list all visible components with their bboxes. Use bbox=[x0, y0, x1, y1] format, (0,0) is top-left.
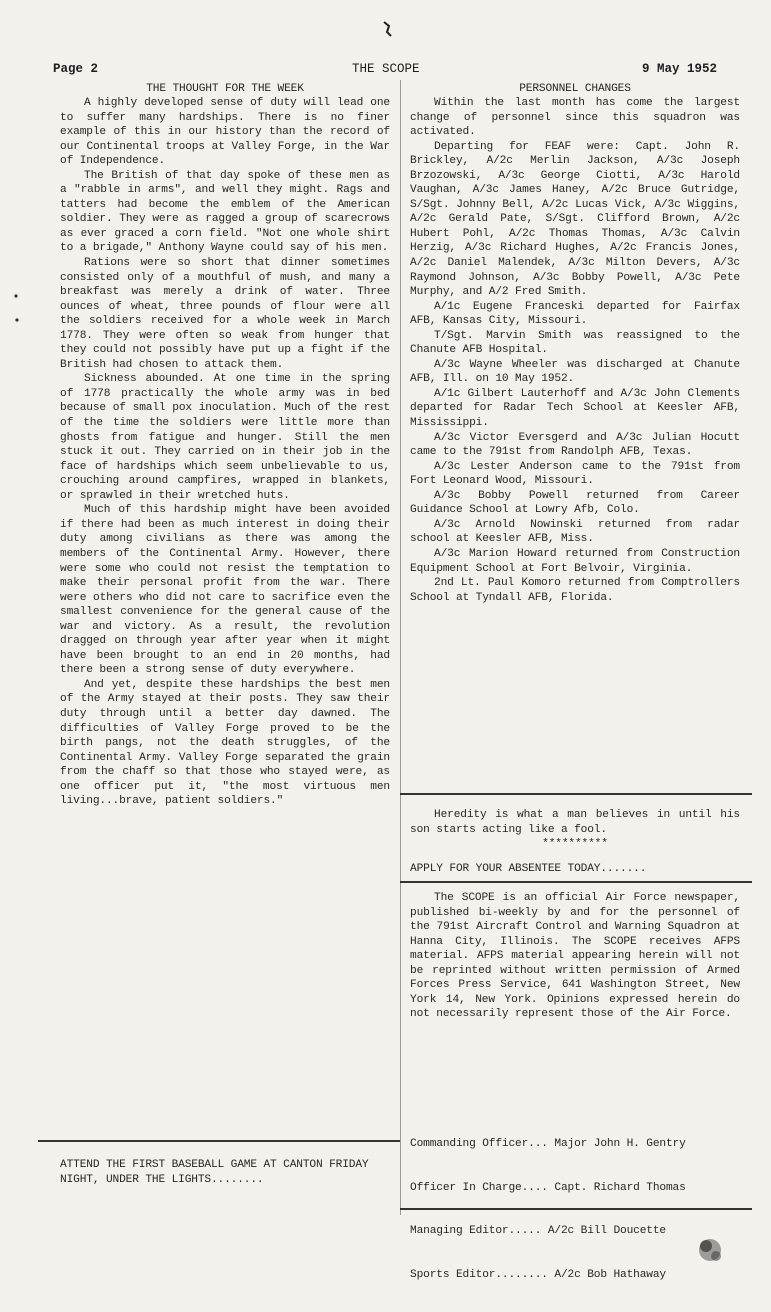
thought-paragraph: A highly developed sense of duty will lead one to suffer many hardships. There is no finer example of this in our history than the record of our Continental troops at Valley Forge, in the War of Independence. bbox=[60, 97, 390, 168]
personnel-changes-title: PERSONNEL CHANGES bbox=[519, 83, 631, 95]
personnel-paragraph: Within the last month has come the largest change of personnel since this squadron was activated. bbox=[410, 97, 740, 139]
thought-paragraph: The British of that day spoke of these men as a "rabble in arms", and well they might. Rags and tatters had become the emblem of the American soldier. They were as ragged a group of scarecrows as ever graced a corn field. "Not one whole shirt to a brigade," Anthony Wayne could say of his men. bbox=[60, 169, 390, 255]
page-number: Page 2 bbox=[53, 62, 99, 76]
personnel-paragraph: A/1c Eugene Franceski departed for Fairfax AFB, Kansas City, Missouri. bbox=[410, 300, 740, 328]
thought-paragraph: Much of this hardship might have been avoided if there had been as much interest in doing their duty among civilians as there was among the members of the Continental Army. However, there were some who could not resist the temptation to make their personal profit from the war. There were others who did not care to sacrifice even the smallest convenience for the general cause of the war and victory. As a result, the revolution dragged on through year after year when it might have been brought to an end in 20 months, had there been a strong sense of duty everywhere. bbox=[60, 504, 390, 677]
personnel-paragraph: Departing for FEAF were: Capt. John R. Brickley, A/2c Merlin Jackson, A/3c Joseph Brzozowski, A/3c George Ciotti, A/3c Harold Vaughan, A/3c James Haney, A/2c Bruce Gutridge, S/Sgt. Johnny Bell, A/2c Lucas Vick, A/3c Wiggins, A/2c Gerald Pate, S/Sgt. Clifford Brown, A/2c Hubert Pohl, A/2c Thomas Thomas, A/3c Calvin Herzig, A/3c Richard Hughes, A/2c Francis Jones, A/2c Daniel Malendek, A/3c Milton Devers, A/3c Raymond Johnson, A/3c Bobby Powell, A/3c Pete Murphy, and A/2 Fred Smith. bbox=[410, 140, 740, 299]
personnel-paragraph: A/1c Gilbert Lauterhoff and A/3c John Clements departed for Radar Tech School at Keesler AFB, Mississippi. bbox=[410, 387, 740, 430]
masthead-notice-box bbox=[410, 891, 740, 1022]
ink-dots-left bbox=[12, 290, 22, 330]
masthead-title: THE SCOPE bbox=[352, 62, 420, 76]
thought-paragraph: Sickness abounded. At one time in the spring of 1778 practically the whole army was in bed because of small pox inoculation. Much of the rest of the time the soldiers were little more than ghosts from fatigue and hunger. Still the men stuck it out. They carried on in their job in the face of hardships which seem unbelievable to us, crouching around campfires, wrapped in blankets, or sprawled in their wretched huts. bbox=[60, 373, 390, 502]
issue-date: 9 May 1952 bbox=[642, 62, 718, 76]
staff-line: Sports Editor........ A/2c Bob Hathaway bbox=[410, 1269, 666, 1282]
right-rule-2 bbox=[400, 881, 752, 883]
personnel-paragraph: A/3c Lester Anderson came to the 791st from Fort Leonard Wood, Missouri. bbox=[410, 460, 740, 488]
baseball-notice: ATTEND THE FIRST BASEBALL GAME AT CANTON FRIDAY NIGHT, UNDER THE LIGHTS........ bbox=[60, 1159, 369, 1186]
thought-for-week-title: THE THOUGHT FOR THE WEEK bbox=[146, 83, 304, 95]
personnel-paragraph: A/3c Wayne Wheeler was discharged at Chanute AFB, Ill. on 10 May 1952. bbox=[410, 358, 740, 386]
thought-paragraph: Rations were so short that dinner sometimes consisted only of a mouthful of mush, and many a breakfast was merely a drink of water. Three ounces of wheat, three pounds of flour were all the soldiers received for a whole week in March 1778. They were often so weak from hunger that they could not possibly have put up a fight if the British had chosen to attack them. bbox=[60, 257, 390, 371]
masthead-notice: The SCOPE is an official Air Force newspaper, published bi-weekly by and for the personnel of the 791st Aircraft Control and Warning Squadron at Hanna City, Illinois. The SCOPE receives AFPS material. AFPS material appearing herein will not be reprinted without written permission of Armed Forces Press Service, 641 Washington Street, New York 14, New York. Opinions expressed herein do not necessarily represent those of the Air Force. bbox=[410, 892, 740, 1021]
staff-line: Commanding Officer... Major John H. Gentry bbox=[410, 1138, 686, 1151]
ink-speck-top bbox=[380, 18, 396, 40]
asterisk-separator: ********** bbox=[542, 838, 608, 851]
thought-paragraph: And yet, despite these hardships the best men of the Army stayed at their posts. They saw their duty through until a better day dawned. The difficulties of Valley Forge proved to be the birth pangs, not the death struggles, of the Continental Army. Valley Forge separated the grain from the chaff so that those who stayed were, as one officer put it, "the most virtuous men living...brave, patient soldiers." bbox=[60, 678, 390, 808]
left-column bbox=[60, 82, 390, 809]
personnel-paragraph: A/3c Arnold Nowinski returned from radar school at Keesler AFB, Miss. bbox=[410, 518, 740, 546]
absentee-notice: APPLY FOR YOUR ABSENTEE TODAY....... bbox=[410, 862, 647, 875]
quote-box bbox=[410, 808, 740, 876]
right-column bbox=[410, 82, 740, 605]
right-rule-1 bbox=[400, 793, 752, 795]
personnel-paragraph: A/3c Victor Eversgerd and A/3c Julian Hocutt came to the 791st from Randolph AFB, Texas. bbox=[410, 431, 740, 459]
column-divider bbox=[400, 80, 401, 1215]
left-bottom-rule bbox=[38, 1140, 400, 1142]
personnel-paragraph: A/3c Bobby Powell returned from Career Guidance School at Lowry Afb, Colo. bbox=[410, 489, 740, 517]
heredity-quote: Heredity is what a man believes in until his son starts acting like a fool. bbox=[410, 809, 740, 836]
page-bottom-rule bbox=[400, 1208, 752, 1210]
personnel-paragraph: A/3c Marion Howard returned from Construction Equipment School at Fort Belvoir, Virginia. bbox=[410, 547, 740, 575]
personnel-paragraph: T/Sgt. Marvin Smith was reassigned to the Chanute AFB Hospital. bbox=[410, 329, 740, 357]
staff-line: Managing Editor..... A/2c Bill Doucette bbox=[410, 1225, 666, 1238]
staff-line: Officer In Charge.... Capt. Richard Thomas bbox=[410, 1181, 686, 1194]
personnel-paragraph: 2nd Lt. Paul Komoro returned from Comptrollers School at Tyndall AFB, Florida. bbox=[410, 577, 740, 604]
